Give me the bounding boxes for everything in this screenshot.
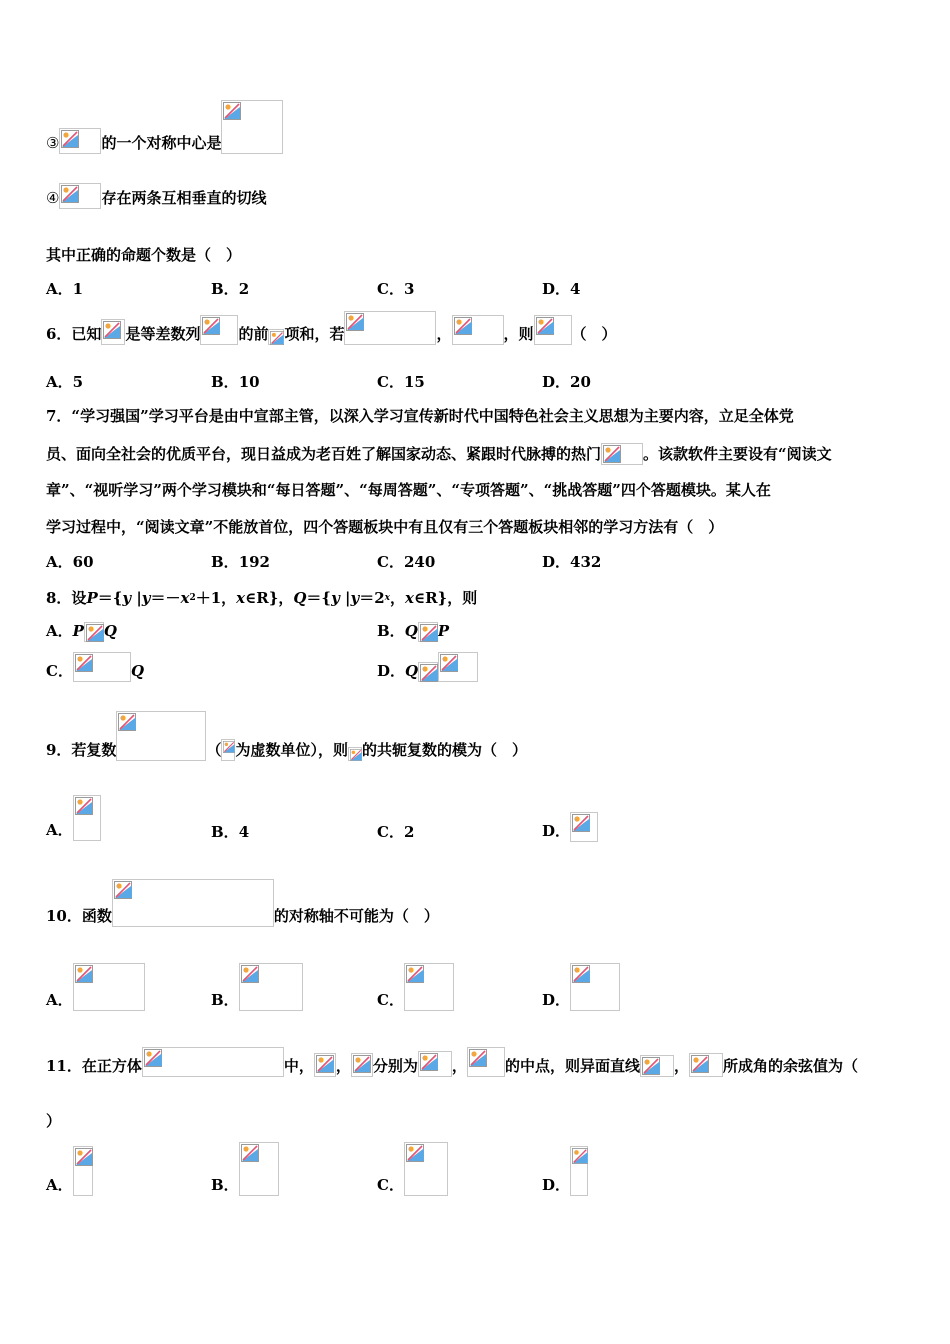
formula-image xyxy=(268,329,284,345)
q8-option-c[interactable]: C． Q xyxy=(46,652,144,688)
broken-image-icon xyxy=(536,317,554,335)
q8-stem: 8．设P＝{y |y＝－x2＋1，x∈R}，Q＝{y |y＝2x，x∈R}，则 xyxy=(46,589,478,607)
broken-image-icon xyxy=(270,331,284,345)
broken-image-icon xyxy=(420,624,438,642)
q7-option-c[interactable]: C．240 xyxy=(377,553,436,571)
q6-option-d[interactable]: D．20 xyxy=(542,373,591,391)
formula-image xyxy=(239,1142,279,1196)
item-number: ③ xyxy=(46,134,60,152)
formula-image xyxy=(452,315,504,345)
broken-image-icon xyxy=(86,624,104,642)
question-text: 的一个对称中心是 xyxy=(101,134,222,152)
broken-image-icon xyxy=(440,654,458,672)
formula-image xyxy=(59,183,101,209)
formula-image xyxy=(59,128,101,154)
broken-image-icon xyxy=(316,1055,334,1073)
broken-image-icon xyxy=(420,664,438,682)
q5-option-d[interactable]: D．4 xyxy=(542,280,581,298)
formula-image xyxy=(221,739,235,761)
q5-item3 xyxy=(46,100,283,154)
broken-image-icon xyxy=(114,881,132,899)
formula-image xyxy=(73,963,145,1011)
formula-image xyxy=(404,1142,448,1196)
formula-image xyxy=(221,100,283,154)
broken-image-icon xyxy=(118,713,136,731)
broken-image-icon xyxy=(144,1049,162,1067)
broken-image-icon xyxy=(75,654,93,672)
q8-option-a[interactable]: A．P Q xyxy=(46,622,117,640)
q5-question: 其中正确的命题个数是（ ） xyxy=(46,246,242,264)
q11-option-b[interactable]: B． xyxy=(211,1142,279,1198)
q7-option-b[interactable]: B．192 xyxy=(211,553,270,571)
question-text: 存在两条互相垂直的切线 xyxy=(101,189,267,207)
broken-image-icon xyxy=(691,1055,709,1073)
formula-image xyxy=(200,315,238,345)
broken-image-icon xyxy=(572,814,590,832)
q7-line-2: 员、面向全社会的优质平台，现日益成为老百姓了解国家动态、紧跟时代脉搏的热门 。该款软件主要设有“阅读文 xyxy=(46,445,832,463)
q8-option-b[interactable]: B．Q P xyxy=(377,622,450,640)
formula-image xyxy=(344,311,436,345)
q6-option-c[interactable]: C．15 xyxy=(377,373,425,391)
broken-image-icon xyxy=(75,797,93,815)
formula-image xyxy=(418,622,438,642)
q6-option-b[interactable]: B．10 xyxy=(211,373,260,391)
q7-line-1: 7．“学习强国”学习平台是由中宣部主管，以深入学习宣传新时代中国特色社会主义思想为主要内容，立足全体党 xyxy=(46,407,794,425)
q7-option-a[interactable]: A．60 xyxy=(46,553,94,571)
broken-image-icon xyxy=(420,1053,438,1071)
q9-option-d[interactable]: D． xyxy=(542,812,598,844)
formula-image xyxy=(467,1047,505,1077)
broken-image-icon xyxy=(202,317,220,335)
broken-image-icon xyxy=(241,965,259,983)
q10-stem: 10．函数 的对称轴不可能为（ ） xyxy=(46,879,439,929)
broken-image-icon xyxy=(75,965,93,983)
q9-option-a[interactable]: A． xyxy=(46,795,101,843)
q5-option-b[interactable]: B．2 xyxy=(211,280,250,298)
broken-image-icon xyxy=(61,130,79,148)
q6-stem: 6．已知 是等差数列 的前 项和，若 ， ，则 （ ） xyxy=(46,311,617,345)
q11-option-c[interactable]: C． xyxy=(377,1142,448,1198)
q5-option-a[interactable]: A．1 xyxy=(46,280,84,298)
broken-image-icon xyxy=(75,1148,93,1166)
formula-image xyxy=(404,963,454,1011)
formula-image xyxy=(348,747,362,761)
formula-image xyxy=(640,1055,674,1077)
formula-image xyxy=(438,652,478,682)
broken-image-icon xyxy=(572,1148,588,1164)
formula-image xyxy=(689,1053,723,1077)
q8-option-d[interactable]: D．Q xyxy=(377,652,478,688)
q7-line-3: 章”、“视听学习”两个学习模块和“每日答题”、“每周答题”、“专项答题”、“挑战答题”四个答题模块。某人在 xyxy=(46,481,771,499)
q5-item4 xyxy=(46,183,266,209)
formula-image xyxy=(73,795,101,841)
broken-image-icon xyxy=(223,102,241,120)
broken-image-icon xyxy=(603,445,621,463)
broken-image-icon xyxy=(103,321,121,339)
q7-option-d[interactable]: D．432 xyxy=(542,553,602,571)
q11-stem: 11．在正方体 中， ， 分别为 ， 的中点，则异面直线 ， 所成角的余弦值为（ xyxy=(46,1047,858,1079)
formula-image xyxy=(142,1047,284,1077)
formula-image xyxy=(101,319,125,345)
q10-option-b[interactable]: B． xyxy=(211,963,303,1013)
q7-line-4: 学习过程中，“阅读文章”不能放首位，四个答题板块中有且仅有三个答题板块相邻的学习方法有（ ） xyxy=(46,518,724,536)
broken-image-icon xyxy=(469,1049,487,1067)
broken-image-icon xyxy=(642,1057,660,1075)
q10-option-a[interactable]: A． xyxy=(46,963,145,1013)
formula-image xyxy=(570,812,598,842)
formula-image xyxy=(418,1051,452,1077)
formula-image xyxy=(351,1053,373,1077)
q6-option-a[interactable]: A．5 xyxy=(46,373,84,391)
broken-image-icon xyxy=(241,1144,259,1162)
formula-image xyxy=(418,662,438,682)
formula-image xyxy=(570,963,620,1011)
formula-image xyxy=(570,1146,588,1196)
q11-option-d[interactable]: D． xyxy=(542,1146,588,1198)
q9-option-c[interactable]: C．2 xyxy=(377,823,415,841)
broken-image-icon xyxy=(572,965,590,983)
formula-image xyxy=(116,711,206,761)
formula-image xyxy=(601,443,643,465)
q5-option-c[interactable]: C．3 xyxy=(377,280,415,298)
q9-stem: 9．若复数 （ 为虚数单位），则 的共轭复数的模为（ ） xyxy=(46,711,527,763)
q9-option-b[interactable]: B．4 xyxy=(211,823,250,841)
broken-image-icon xyxy=(61,185,79,203)
broken-image-icon xyxy=(223,741,235,753)
formula-image xyxy=(73,652,131,682)
item-number: ④ xyxy=(46,189,60,207)
q10-option-c[interactable]: C． xyxy=(377,963,454,1013)
q10-option-d[interactable]: D． xyxy=(542,963,620,1013)
formula-image xyxy=(239,963,303,1011)
broken-image-icon xyxy=(406,965,424,983)
formula-image xyxy=(112,879,274,927)
broken-image-icon xyxy=(406,1144,424,1162)
formula-image xyxy=(314,1053,336,1077)
formula-image xyxy=(73,1146,93,1196)
formula-image xyxy=(534,315,572,345)
broken-image-icon xyxy=(454,317,472,335)
q11-stem-end: ） xyxy=(46,1112,62,1130)
broken-image-icon xyxy=(350,749,362,761)
broken-image-icon xyxy=(346,313,364,331)
q11-option-a[interactable]: A． xyxy=(46,1146,93,1198)
broken-image-icon xyxy=(353,1055,371,1073)
formula-image xyxy=(84,622,104,642)
